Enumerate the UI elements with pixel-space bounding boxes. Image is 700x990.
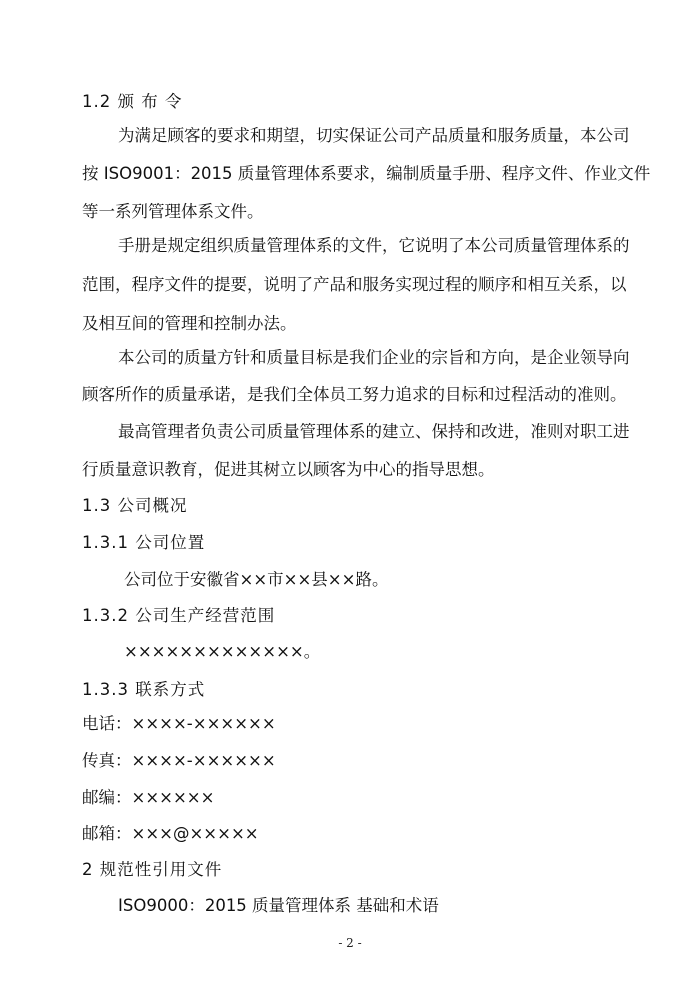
location-text: 公司位于安徽省××市××县××路。 [124,570,389,589]
contact-email: 邮箱：×××@××××× [82,824,259,843]
paragraph-line: 及相互间的管理和控制办法。 [82,314,297,333]
paragraph-line: 按 ISO9001：2015 质量管理体系要求，编制质量手册、程序文件、作业文件 [82,164,651,183]
page-number: - 2 - [338,936,362,950]
paragraph-line: 范围，程序文件的提要，说明了产品和服务实现过程的顺序和相互关系，以 [82,275,627,294]
normative-heading: 2 规范性引用文件 [82,860,223,879]
contact-phone: 电话：××××-×××××× [82,714,276,733]
paragraph-line: 为满足顾客的要求和期望，切实保证公司产品质量和服务质量，本公司 [118,126,630,145]
paragraph-line: 本公司的质量方针和质量目标是我们企业的宗旨和方向，是企业领导向 [118,348,630,367]
scope-text: ×××××××××××××。 [124,642,321,661]
location-heading: 1.3.1 公司位置 [82,533,206,552]
scope-heading: 1.3.2 公司生产经营范围 [82,606,276,625]
paragraph-line: 等一系列管理体系文件。 [82,202,264,221]
decree-heading: 1.2 颁 布 令 [82,92,183,111]
paragraph-line: 行质量意识教育，促进其树立以顾客为中心的指导思想。 [82,460,495,479]
contact-heading: 1.3.3 联系方式 [82,680,206,699]
paragraph-line: 最高管理者负责公司质量管理体系的建立、保持和改进，准则对职工进 [118,422,630,441]
contact-fax: 传真：××××-×××××× [82,751,276,770]
paragraph-line: 手册是规定组织质量管理体系的文件，它说明了本公司质量管理体系的 [118,236,630,255]
contact-postcode: 邮编：×××××× [82,788,215,807]
normative-text: ISO9000：2015 质量管理体系 基础和术语 [118,896,439,915]
overview-heading: 1.3 公司概况 [82,496,188,515]
paragraph-line: 顾客所作的质量承诺，是我们全体员工努力追求的目标和过程活动的准则。 [82,385,627,404]
